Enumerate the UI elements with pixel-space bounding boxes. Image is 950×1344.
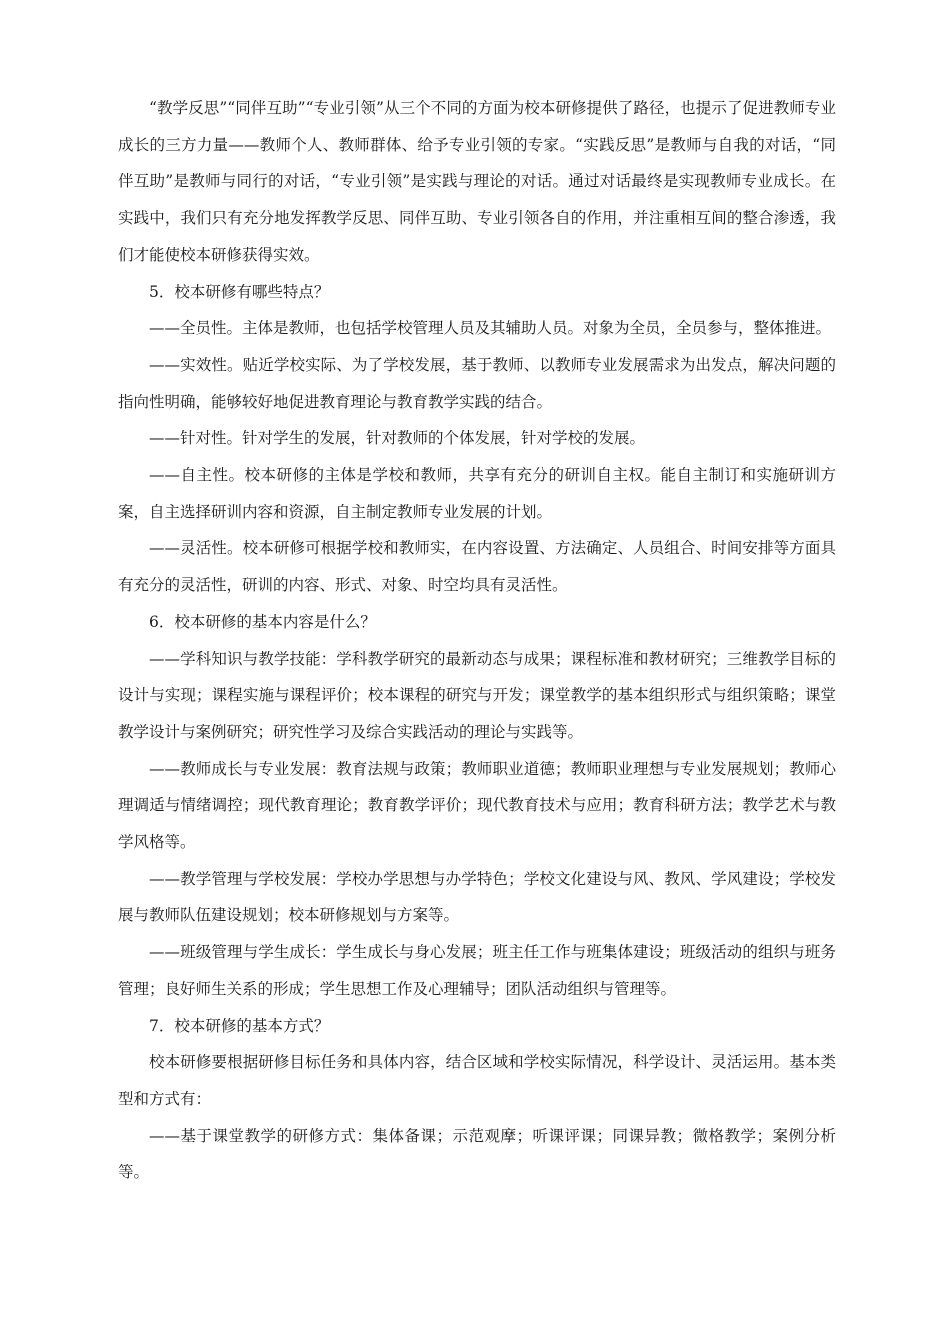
- paragraph-trait-all-staff: ——全员性。主体是教师，也包括学校管理人员及其辅助人员。对象为全员，全员参与，整体推进。: [149, 319, 832, 338]
- heading-question-7: 7．校本研修的基本方式？: [149, 1016, 330, 1035]
- paragraph-trait-effectiveness: ——实效性。贴近学校实际、为了学校发展，基于教师、以教师专业发展需求为出发点，解决问题的指向性明确，能够较好地促进教育理论与教育教学实践的结合。: [118, 355, 836, 411]
- paragraph-methods-classroom: ——基于课堂教学的研修方式：集体备课；示范观摩；听课评课；同课异教；微格教学；案例分析等。: [118, 1126, 836, 1182]
- paragraph-content-teacher-growth: ——教师成长与专业发展：教育法规与政策；教师职业道德；教师职业理想与专业发展规划；教师心理调适与情绪调控；现代教育理论；教育教学评价；现代教育技术与应用；教育科研方法；教学艺术与教学风格等。: [118, 759, 836, 852]
- paragraph-trait-flexibility: ——灵活性。校本研修可根据学校和教师实，在内容设置、方法确定、人员组合、时间安排等方面具有充分的灵活性，研训的内容、形式、对象、时空均具有灵活性。: [118, 539, 836, 595]
- paragraph-three-forces: “教学反思”“同伴互助”“专业引领”从三个不同的方面为校本研修提供了路径，也提示了促进教师专业成长的三方力量——教师个人、教师群体、给予专业引领的专家。“实践反思”是教师与自我的对话，“同伴互助”是教师与同行的对话，“专业引领”是实践与理论的对话。通过对话最终是实现教师专业成长。在实践中，我们只有充分地发挥教学反思、同伴互助、专业引领各自的作用，并注重相互间的整合渗透，我们才能使校本研修获得实效。: [118, 99, 836, 264]
- paragraph-content-school-management: ——教学管理与学校发展：学校办学思想与办学特色；学校文化建设与风、教风、学风建设；学校发展与教师队伍建设规划；校本研修规划与方案等。: [118, 869, 836, 925]
- paragraph-methods-intro: 校本研修要根据研修目标任务和具体内容，结合区域和学校实际情况，科学设计、灵活运用。基本类型和方式有：: [118, 1053, 836, 1108]
- heading-question-5: 5．校本研修有哪些特点？: [149, 282, 330, 301]
- paragraph-content-class-management: ——班级管理与学生成长：学生成长与身心发展；班主任工作与班集体建设；班级活动的组织与班务管理；良好师生关系的形成；学生思想工作及心理辅导；团队活动组织与管理等。: [118, 943, 836, 998]
- paragraph-content-subject-knowledge: ——学科知识与教学技能：学科教学研究的最新动态与成果；课程标准和教材研究；三维教学目标的设计与实现；课程实施与课程评价；校本课程的研究与开发；课堂教学的基本组织形式与组织策略；课堂教学设计与案例研究；研究性学习及综合实践活动的理论与实践等。: [118, 649, 836, 741]
- paragraph-trait-targeted: ——针对性。针对学生的发展，针对教师的个体发展，针对学校的发展。: [149, 429, 646, 448]
- heading-question-6: 6．校本研修的基本内容是什么？: [149, 612, 376, 631]
- document-page: [118, 90, 836, 1191]
- paragraph-trait-autonomy: ——自主性。校本研修的主体是学校和教师，共享有充分的研训自主权。能自主制订和实施研训方案，自主选择研训内容和资源，自主制定教师专业发展的计划。: [118, 466, 836, 521]
